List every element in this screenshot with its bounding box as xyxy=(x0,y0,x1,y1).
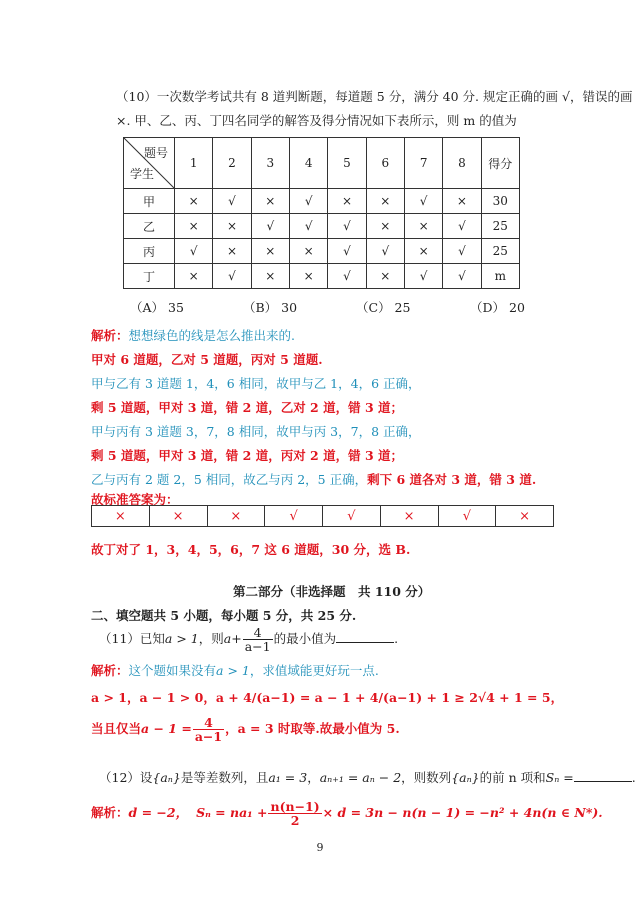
p11-suffix: 的最小值为 xyxy=(273,631,337,647)
mark-cell: √ xyxy=(213,189,251,214)
mark-cell: × xyxy=(328,189,366,214)
p12-seq2: {aₙ} xyxy=(451,770,480,785)
mark-cell: × xyxy=(213,214,251,239)
problem11-work: a > 1，a − 1 > 0，a + 4/(a−1) = a − 1 + 4/(a−1) + 1 ≥ 2√4 + 1 = 5， xyxy=(91,690,564,705)
analysis-label: 解析： xyxy=(91,805,129,821)
mark-cell: √ xyxy=(404,264,442,289)
answer-cell: × xyxy=(496,506,554,527)
mark-cell: √ xyxy=(328,214,366,239)
mark-cell: √ xyxy=(443,239,481,264)
solution10-line3: 剩 5 道题，甲对 3 道，错 2 道，乙对 2 道，错 3 道； xyxy=(91,400,404,415)
student-cell: 丙 xyxy=(124,239,175,264)
table-header-cell: 3 xyxy=(251,138,289,189)
p11-analysis-a: 这个题如果没有 xyxy=(128,663,217,678)
mark-cell: √ xyxy=(328,264,366,289)
answer-cell: √ xyxy=(265,506,323,527)
p12-mid1: 是等差数列，且 xyxy=(180,770,269,785)
mark-cell: √ xyxy=(213,264,251,289)
mark-cell: × xyxy=(251,264,289,289)
student-cell: 丁 xyxy=(124,264,175,289)
corner-bottom-label: 学生 xyxy=(130,167,155,181)
p12-seq: {aₙ} xyxy=(152,770,181,785)
p12-prefix: （12）设 xyxy=(99,770,153,785)
p11-eq-suffix: ，a = 3 时取等.故最小值为 5. xyxy=(225,721,400,737)
mark-cell: √ xyxy=(443,214,481,239)
answer-cell: √ xyxy=(323,506,381,527)
answer-cell: × xyxy=(92,506,150,527)
p12-mid4: 的前 n 项和 xyxy=(479,770,546,785)
mark-cell: × xyxy=(443,189,481,214)
page-number: 9 xyxy=(316,841,324,854)
p11-expr-a: a xyxy=(223,631,232,647)
table-row xyxy=(124,189,520,214)
standard-answer-row xyxy=(91,505,554,527)
p12-denominator: 2 xyxy=(290,813,300,829)
choice-a: （A） 35 xyxy=(130,300,184,315)
mark-cell: × xyxy=(404,214,442,239)
answer-cell: √ xyxy=(438,506,496,527)
answer-cell: × xyxy=(380,506,438,527)
problem10-line2: ×. 甲、乙、丙、丁四名同学的解答及得分情况如下表所示，则 m 的值为 xyxy=(116,113,517,128)
p11-mid: ，则 xyxy=(198,631,224,647)
mark-cell: × xyxy=(366,214,404,239)
mark-cell: √ xyxy=(366,239,404,264)
problem11-analysis xyxy=(91,661,379,679)
solution10-line6 xyxy=(91,470,536,488)
mark-cell: × xyxy=(289,239,327,264)
mark-cell: × xyxy=(366,264,404,289)
mark-cell: √ xyxy=(289,189,327,214)
p12-a1: a₁ = 3 xyxy=(268,770,308,785)
mark-cell: √ xyxy=(175,239,213,264)
solution10-line7: 故标准答案为： xyxy=(91,492,179,507)
section-heading: 二、填空题共 5 小题，每小题 5 分，共 25 分. xyxy=(91,608,357,623)
p11-eq-mid: a − 1 = xyxy=(141,721,192,737)
choice-b: （B） 30 xyxy=(243,300,298,315)
mark-cell: × xyxy=(404,239,442,264)
p12-d: d = −2， xyxy=(128,805,189,821)
mark-cell: × xyxy=(251,239,289,264)
choice-d: （D） 20 xyxy=(470,300,525,315)
table-header-cell: 1 xyxy=(175,138,213,189)
table-header-cell: 得分 xyxy=(481,138,519,189)
table-row xyxy=(124,214,520,239)
p11-eq-numerator: 4 xyxy=(193,716,224,730)
mark-cell: × xyxy=(175,189,213,214)
solution10-line4: 甲与丙有 3 道题 3，7，8 相同，故甲与丙 3，7，8 正确， xyxy=(91,424,421,439)
p12-sn: Sₙ = xyxy=(545,770,574,785)
score-cell: m xyxy=(481,264,519,289)
analysis-label: 解析： xyxy=(91,663,129,678)
line6-part-b: 剩下 6 道各对 3 道，错 3 道. xyxy=(367,472,537,487)
p11-condition: a > 1 xyxy=(164,631,199,647)
solution10-conclusion: 故丁对了 1，3，4，5，6，7 这 6 道题，30 分，选 B. xyxy=(91,542,411,557)
answer-blank xyxy=(574,771,632,782)
p12-fraction xyxy=(268,800,321,827)
p12-sn-formula-a: Sₙ = na₁ + xyxy=(196,805,268,821)
table-row xyxy=(92,506,554,527)
problem12-statement xyxy=(99,768,636,786)
mark-cell: √ xyxy=(328,239,366,264)
p11-denominator: a−1 xyxy=(244,639,271,655)
answer-cell: × xyxy=(149,506,207,527)
p11-eq-fraction xyxy=(193,716,224,743)
answer-cell: × xyxy=(207,506,265,527)
p11-eq-denominator: a−1 xyxy=(194,729,223,745)
mark-cell: × xyxy=(213,239,251,264)
mark-cell: √ xyxy=(443,264,481,289)
mark-cell: × xyxy=(366,189,404,214)
mark-cell: × xyxy=(175,264,213,289)
p11-prefix: （11）已知 xyxy=(99,631,165,647)
p11-fraction xyxy=(243,626,273,653)
choice-c: （C） 25 xyxy=(356,300,411,315)
p11-analysis-b: ，求值域能更好玩一点. xyxy=(249,663,379,678)
p12-mid2: ， xyxy=(307,770,320,785)
p12-sn-formula-b: × d = 3n − n(n − 1) = −n² + 4n(n ∈ N*). xyxy=(322,805,603,821)
p11-analysis-cond: a > 1 xyxy=(216,663,250,678)
p11-eq-prefix: 当且仅当 xyxy=(91,721,142,737)
problem11-statement: （11）已知a > 1，则a+ $\frac{4}{a-1}$ 的最小值为 . xyxy=(99,625,399,655)
mark-cell: √ xyxy=(289,214,327,239)
analysis-intro: 想想绿色的线是怎么推出来的. xyxy=(128,328,295,343)
grade-table xyxy=(123,137,520,289)
score-cell: 25 xyxy=(481,214,519,239)
mark-cell: √ xyxy=(251,214,289,239)
part2-title: 第二部分（非选择题 共 110 分） xyxy=(233,584,431,599)
table-row xyxy=(124,264,520,289)
table-row xyxy=(124,239,520,264)
answer-blank xyxy=(336,632,394,643)
solution10-intro xyxy=(91,326,295,344)
table-header-cell: 4 xyxy=(289,138,327,189)
p11-numerator: 4 xyxy=(243,626,273,640)
table-header-row xyxy=(124,138,520,189)
table-corner-cell xyxy=(124,138,175,189)
analysis-label: 解析： xyxy=(91,328,129,343)
p12-numerator: n(n−1) xyxy=(270,799,320,814)
mark-cell: × xyxy=(175,214,213,239)
p12-recurrence: aₙ₊₁ = aₙ − 2 xyxy=(319,770,402,785)
line6-part-a: 乙与丙有 2 题 2，5 相同，故乙与丙 2，5 正确， xyxy=(91,472,368,487)
solution10-line1: 甲对 6 道题，乙对 5 道题，丙对 5 道题. xyxy=(91,352,323,367)
table-header-cell: 7 xyxy=(404,138,442,189)
problem12-analysis xyxy=(91,800,603,827)
student-cell: 甲 xyxy=(124,189,175,214)
p12-mid3: ，则数列 xyxy=(401,770,452,785)
solution10-line2: 甲与乙有 3 道题 1，4，6 相同，故甲与乙 1，4，6 正确， xyxy=(91,376,421,391)
corner-top-label: 题号 xyxy=(143,146,168,160)
score-cell: 25 xyxy=(481,239,519,264)
mark-cell: × xyxy=(289,264,327,289)
student-cell: 乙 xyxy=(124,214,175,239)
solution10-line5: 剩 5 道题，甲对 3 道，错 2 道，丙对 2 道，错 3 道； xyxy=(91,448,404,463)
score-cell: 30 xyxy=(481,189,519,214)
p12-end: . xyxy=(631,770,636,785)
mark-cell: √ xyxy=(404,189,442,214)
table-header-cell: 8 xyxy=(443,138,481,189)
table-header-cell: 6 xyxy=(366,138,404,189)
table-header-cell: 2 xyxy=(213,138,251,189)
p11-end: . xyxy=(394,631,399,647)
problem10-line1: （10）一次数学考试共有 8 道判断题，每道题 5 分，满分 40 分. 规定正确的画 √，错误的画 xyxy=(116,89,633,104)
problem11-equality xyxy=(91,716,400,743)
mark-cell: × xyxy=(251,189,289,214)
table-header-cell: 5 xyxy=(328,138,366,189)
